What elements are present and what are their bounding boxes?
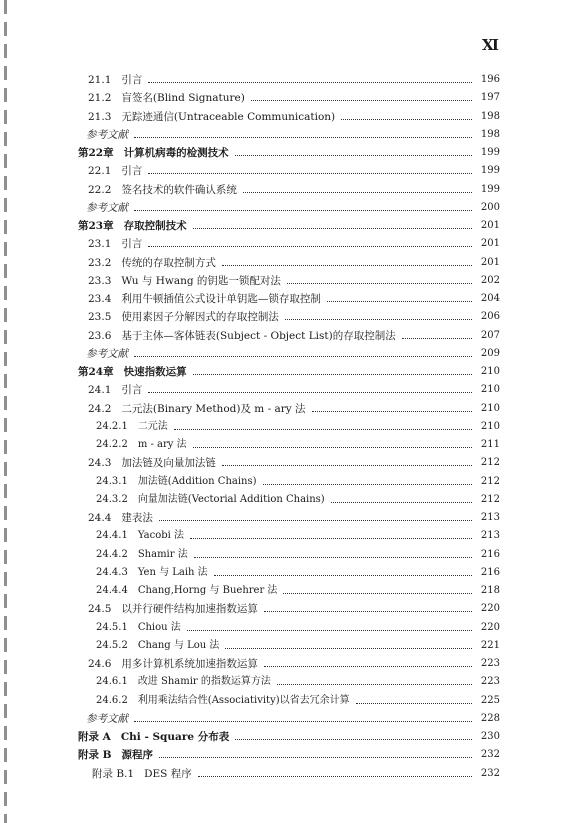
toc-entry-number: 21.1	[88, 74, 112, 86]
toc-entry-number: 附录 B	[78, 749, 112, 762]
toc-entry-number: 24.4.2	[96, 548, 128, 560]
toc-entry-number: 24.2	[88, 402, 112, 415]
toc-entry[interactable]	[86, 196, 500, 214]
toc-entry[interactable]	[96, 524, 500, 542]
toc-entry[interactable]	[88, 506, 500, 524]
toc-entry-page: 211	[480, 439, 500, 450]
toc-entry-number: 24.6	[88, 658, 112, 670]
toc-entry-number: 24.2.2	[96, 439, 128, 450]
toc-entry-page: 209	[480, 347, 500, 359]
toc-entry[interactable]	[88, 305, 500, 323]
toc-entry-number: 附录 A	[78, 731, 111, 743]
toc-entry-page: 213	[480, 512, 500, 523]
toc-leader-dots	[134, 721, 472, 722]
toc-entry-title: 计算机病毒的检测技术	[123, 147, 229, 159]
toc-entry[interactable]	[96, 579, 500, 597]
toc-entry-page: 201	[480, 238, 500, 250]
toc-entry-page: 201	[480, 220, 500, 231]
toc-leader-dots	[312, 411, 472, 412]
toc-entry-title: Chi - Square 分布表	[120, 731, 230, 743]
toc-entry-page: 207	[480, 329, 500, 341]
toc-entry-title: 加法链及向量加法链	[121, 457, 216, 470]
toc-entry[interactable]	[96, 561, 500, 579]
toc-entry-page: 212	[480, 475, 500, 487]
toc-entry-title: 建表法	[121, 512, 153, 524]
toc-entry-title: 参考文献	[86, 347, 128, 360]
toc-entry[interactable]	[96, 415, 500, 433]
toc-entry-number: 24.5.2	[96, 639, 128, 651]
toc-leader-dots	[235, 155, 472, 156]
toc-entry-page: 210	[480, 384, 500, 396]
toc-entry-page: 198	[480, 110, 500, 122]
toc-entry[interactable]	[88, 324, 500, 342]
toc-leader-dots	[283, 593, 472, 594]
toc-entry-title: 引言	[121, 165, 143, 178]
toc-leader-dots	[264, 666, 472, 667]
toc-entry[interactable]	[88, 105, 500, 123]
toc-entry-title: Yacobi 法	[137, 530, 184, 542]
toc-leader-dots	[264, 611, 472, 612]
toc-entry-title: 使用素因子分解因式的存取控制法	[121, 311, 279, 324]
toc-leader-dots	[263, 484, 472, 485]
toc-entry-page: 206	[480, 311, 500, 323]
toc-entry[interactable]	[88, 86, 500, 104]
toc-leader-dots	[148, 246, 472, 247]
toc-entry-title: 源程序	[121, 749, 154, 762]
toc-entry[interactable]	[78, 360, 500, 378]
toc-entry-title: 无踪迹通信(Untraceable Communication)	[121, 110, 336, 123]
toc-entry-page: 199	[480, 165, 500, 177]
toc-entry[interactable]	[88, 68, 500, 86]
toc-entry-title: 引言	[121, 74, 143, 86]
toc-entry[interactable]	[88, 597, 500, 615]
toc-entry[interactable]	[78, 141, 500, 159]
toc-entry-title: 快速指数运算	[123, 366, 187, 378]
toc-entry-page: 199	[480, 183, 500, 195]
toc-leader-dots	[148, 82, 472, 83]
toc-entry-page: 213	[480, 530, 500, 542]
toc-entry[interactable]	[96, 616, 500, 634]
toc-entry[interactable]	[86, 123, 500, 141]
toc-leader-dots	[341, 119, 472, 120]
toc-entry-number: 第23章	[78, 220, 114, 232]
toc-entry[interactable]	[88, 451, 500, 469]
toc-entry[interactable]	[96, 543, 500, 561]
toc-entry-page: 228	[480, 712, 500, 724]
toc-entry-page: 210	[480, 402, 500, 414]
toc-leader-dots	[285, 319, 472, 320]
toc-entry-title: 以并行硬件结构加速指数运算	[121, 603, 258, 616]
toc-entry-number: 23.1	[88, 238, 112, 251]
toc-entry[interactable]	[78, 743, 500, 761]
toc-entry[interactable]	[88, 652, 500, 670]
toc-leader-dots	[134, 137, 472, 138]
toc-entry-number: 24.6.1	[96, 676, 128, 688]
toc-leader-dots	[159, 520, 472, 521]
toc-entry-title: 引言	[121, 238, 143, 251]
toc-leader-dots	[214, 575, 472, 576]
toc-entry-page: 223	[480, 658, 500, 669]
toc-leader-dots	[277, 684, 472, 685]
toc-entry-title: 用多计算机系统加速指数运算	[121, 658, 258, 670]
toc-entry-number: 第22章	[78, 147, 114, 159]
toc-entry-page: 197	[480, 92, 500, 104]
toc-entry-title: m - ary 法	[137, 439, 187, 450]
toc-leader-dots	[159, 757, 472, 758]
toc-entry-number: 23.4	[88, 293, 112, 305]
toc-entry-number: 第24章	[78, 366, 114, 378]
toc-entry[interactable]	[88, 287, 500, 305]
toc-entry-number: 24.3.2	[96, 493, 128, 505]
toc-leader-dots	[243, 192, 472, 193]
toc-entry[interactable]	[96, 488, 500, 506]
toc-entry-title: 二元法	[137, 420, 168, 432]
toc-leader-dots	[251, 100, 472, 101]
toc-entry-title: 基于主体—客体链表(Subject - Object List)的存取控制法	[121, 329, 396, 342]
toc-leader-dots	[187, 630, 472, 631]
toc-leader-dots	[198, 776, 472, 777]
toc-entry-number: 23.3	[88, 274, 112, 287]
toc-entry-page: 220	[480, 603, 500, 615]
toc-leader-dots	[194, 557, 472, 558]
toc-entry-title: Shamir 法	[137, 548, 188, 560]
toc-entry-number: 24.4.4	[96, 585, 128, 596]
toc-entry-title: DES 程序	[144, 767, 192, 780]
toc-entry-number: 24.6.2	[96, 694, 128, 706]
toc-entry-number: 24.3.1	[96, 475, 128, 487]
toc-entry-title: 参考文献	[86, 712, 128, 725]
toc-leader-dots	[356, 703, 472, 704]
toc-entry[interactable]	[86, 342, 500, 360]
toc-entry[interactable]	[88, 378, 500, 396]
toc-entry[interactable]	[78, 725, 500, 743]
toc-entry-page: 216	[480, 548, 500, 560]
toc-entry-title: 参考文献	[86, 128, 128, 141]
toc-entry-title: Chang 与 Lou 法	[137, 639, 220, 651]
toc-entry-page: 223	[480, 676, 500, 688]
toc-entry-title: 签名技术的软件确认系统	[121, 183, 237, 196]
toc-leader-dots	[193, 447, 472, 448]
toc-entry-title: 向量加法链(Vectorial Addition Chains)	[137, 493, 325, 505]
toc-leader-dots	[331, 502, 472, 503]
toc-entry-page: 221	[480, 639, 500, 651]
toc-entry[interactable]	[88, 159, 500, 177]
toc-entry-page: 201	[480, 256, 500, 268]
toc-entry-page: 210	[480, 420, 500, 432]
toc-leader-dots	[327, 301, 472, 302]
toc-entry-number: 24.4	[88, 512, 112, 524]
toc-entry-number: 24.3	[88, 457, 112, 470]
toc-entry-page: 216	[480, 566, 500, 578]
toc-entry-page: 199	[480, 147, 500, 158]
toc-entry-page: 230	[480, 731, 500, 742]
toc-leader-dots	[222, 265, 472, 266]
toc-entry-page: 212	[480, 493, 500, 505]
toc-entry-number: 23.6	[88, 329, 112, 342]
page-binding-edge	[4, 0, 7, 823]
toc-entry[interactable]	[96, 670, 500, 688]
toc-entry[interactable]	[88, 251, 500, 269]
toc-leader-dots	[148, 173, 472, 174]
toc-entry-number: 24.2.1	[96, 420, 128, 432]
toc-entry-title: Wu 与 Hwang 的钥匙一锁配对法	[121, 274, 281, 287]
toc-entry[interactable]	[88, 232, 500, 250]
toc-leader-dots	[193, 228, 472, 229]
toc-entry-title: 传统的存取控制方式	[121, 256, 216, 269]
toc-entry-page: 210	[480, 366, 500, 377]
toc-entry-number: 21.2	[88, 92, 112, 105]
toc-entry-number: 23.5	[88, 311, 112, 324]
toc-entry-page: 204	[480, 293, 500, 304]
toc-leader-dots	[287, 283, 472, 284]
toc-entry-title: 参考文献	[86, 201, 128, 214]
toc-leader-dots	[225, 648, 472, 649]
toc-entry-title: 利用乘法结合性(Associativity)以省去冗余计算	[137, 694, 350, 706]
toc-entry-page: 225	[480, 694, 500, 706]
toc-entry-page: 220	[480, 621, 500, 633]
toc-entry[interactable]	[92, 762, 500, 780]
toc-entry-number: 22.2	[88, 183, 112, 196]
toc-entry-number: 22.1	[88, 165, 112, 178]
toc-leader-dots	[235, 739, 472, 740]
toc-entry-number: 24.5	[88, 603, 112, 616]
toc-leader-dots	[193, 374, 472, 375]
toc-entry-page: 200	[480, 201, 500, 213]
toc-entry-number: 24.5.1	[96, 621, 128, 633]
toc-entry-page: 198	[480, 128, 500, 140]
toc-entry-number: 24.1	[88, 384, 112, 397]
toc-entry-number: 21.3	[88, 110, 112, 123]
toc-leader-dots	[402, 338, 472, 339]
toc-entry-number: 23.2	[88, 256, 112, 269]
page-numeral: Ⅺ	[482, 36, 498, 54]
toc-entry-title: Chang,Horng 与 Buehrer 法	[137, 585, 278, 596]
toc-entry[interactable]	[88, 269, 500, 287]
toc-entry-title: 改进 Shamir 的指数运算方法	[137, 676, 271, 688]
toc-entry-title: 盲签名(Blind Signature)	[121, 92, 245, 105]
toc-entry-number: 附录 B.1	[92, 767, 135, 780]
toc-entry-page: 232	[480, 767, 500, 779]
toc-entry[interactable]	[96, 634, 500, 652]
toc-entry-page: 196	[480, 74, 500, 85]
toc-leader-dots	[134, 210, 472, 211]
toc-entry-title: Yen 与 Laih 法	[137, 566, 208, 578]
toc-leader-dots	[134, 356, 472, 357]
toc-entry-page: 232	[480, 749, 500, 761]
toc-leader-dots	[148, 392, 472, 393]
toc-entry[interactable]	[78, 214, 500, 232]
toc-entry[interactable]	[96, 470, 500, 488]
toc-entry-title: 利用牛顿插值公式设计单钥匙—锁存取控制	[121, 293, 321, 305]
toc-leader-dots	[190, 538, 472, 539]
toc-entry-page: 212	[480, 457, 500, 469]
toc-entry-title: 加法链(Addition Chains)	[137, 475, 257, 487]
toc-leader-dots	[174, 429, 472, 430]
toc-entry-title: Chiou 法	[137, 621, 181, 633]
toc-entry-number: 24.4.3	[96, 566, 128, 578]
toc-entry[interactable]	[88, 178, 500, 196]
toc-entry-title: 引言	[121, 384, 143, 397]
toc-leader-dots	[222, 465, 472, 466]
toc-entry[interactable]	[88, 397, 500, 415]
toc-entry-title: 二元法(Binary Method)及 m - ary 法	[121, 402, 306, 415]
toc-entry-number: 24.4.1	[96, 530, 128, 542]
toc-entry-page: 218	[480, 585, 500, 596]
toc-entry[interactable]	[96, 433, 500, 451]
toc-entry[interactable]	[96, 689, 500, 707]
toc-entry-title: 存取控制技术	[123, 220, 187, 232]
toc-entry[interactable]	[86, 707, 500, 725]
toc-entry-page: 202	[480, 274, 500, 286]
